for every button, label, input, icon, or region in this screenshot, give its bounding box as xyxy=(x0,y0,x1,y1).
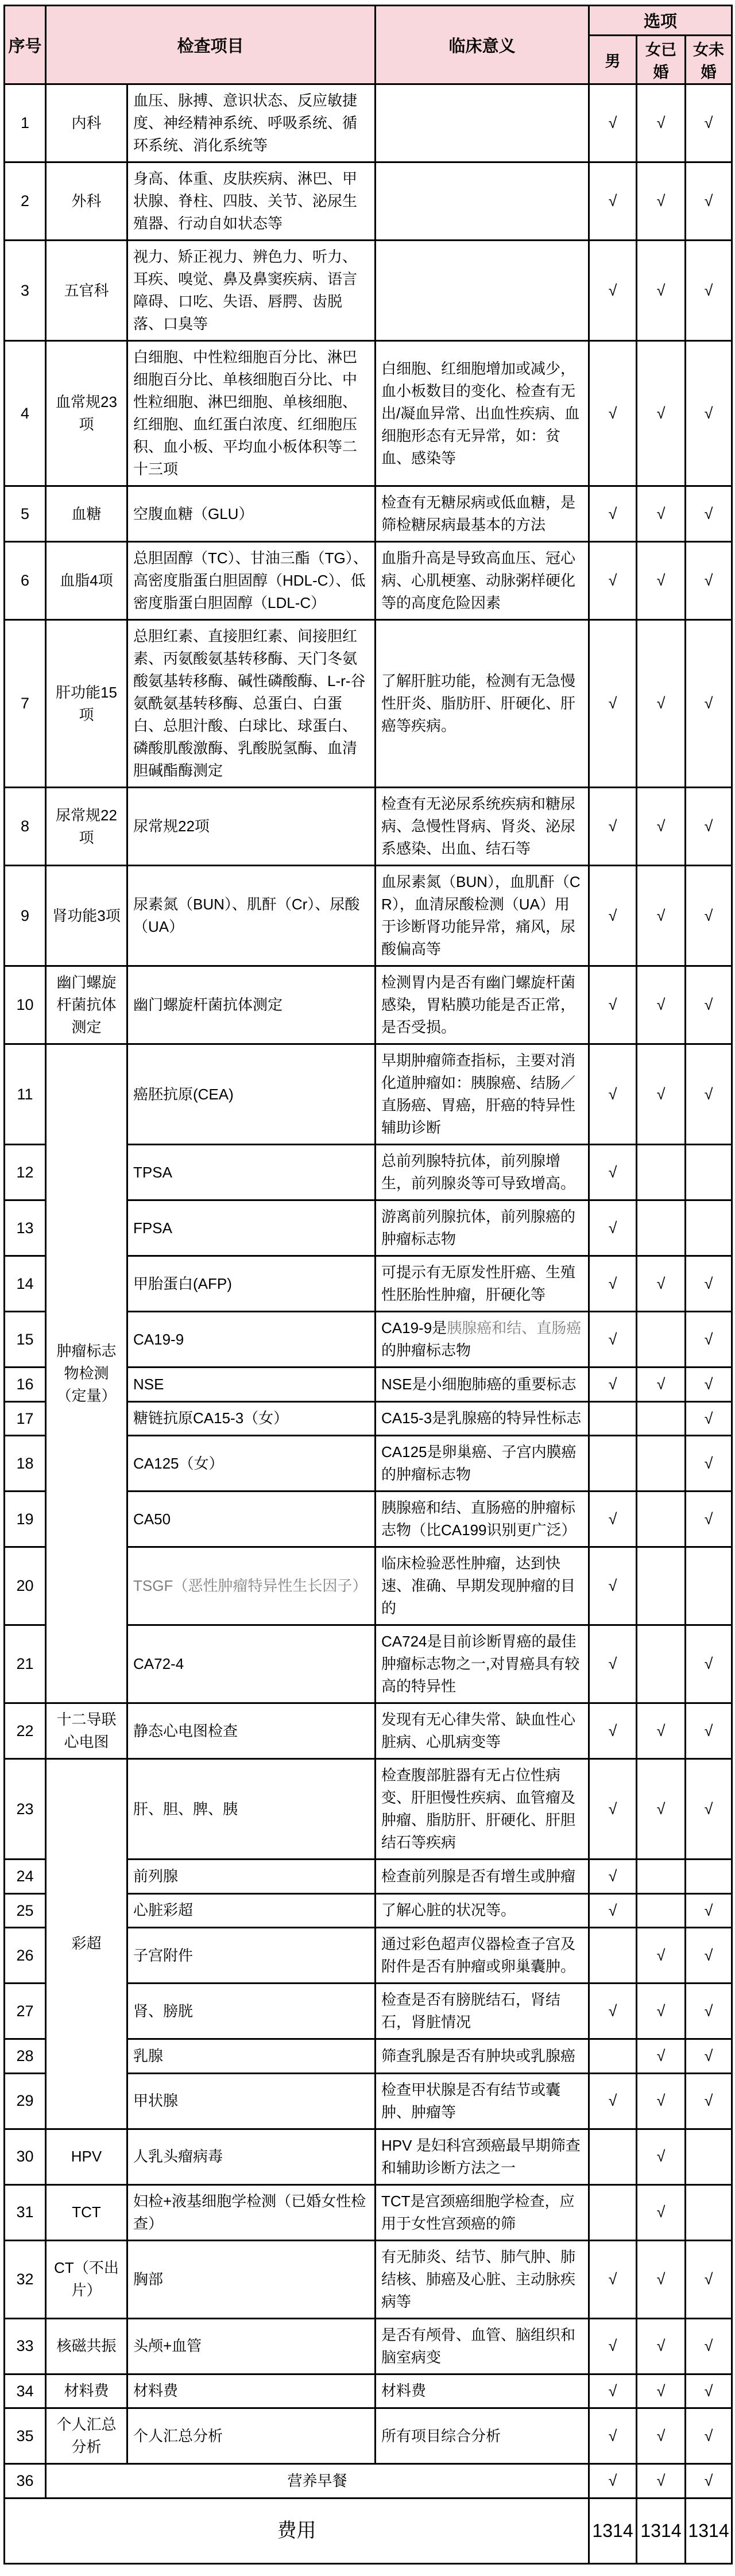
category-group-cell: 肿瘤标志物检测（定量） xyxy=(46,1044,127,1703)
breakfast-row xyxy=(5,2464,732,2498)
check-cell-married-female: √ xyxy=(637,241,686,341)
check-cell-married-female xyxy=(637,1145,686,1200)
item-cell: 糖链抗原CA15-3（女） xyxy=(127,1401,376,1436)
seq-cell: 16 xyxy=(5,1368,46,1402)
check-cell-married-female xyxy=(637,1200,686,1256)
item-cell: 心脏彩超 xyxy=(127,1893,376,1928)
item-cell: 人乳头瘤病毒 xyxy=(127,2129,376,2184)
check-cell-married-female: √ xyxy=(637,1044,686,1145)
check-cell-married-female: √ xyxy=(637,866,686,966)
header-clinical-significance: 临床意义 xyxy=(376,6,589,84)
seq-cell: 2 xyxy=(5,162,46,241)
check-cell-male: √ xyxy=(589,241,637,341)
clinical-cell: 检查前列腺是否有增生或肿瘤 xyxy=(376,1860,589,1894)
seq-cell: 7 xyxy=(5,620,46,788)
check-cell-male: √ xyxy=(589,1312,637,1368)
seq-cell: 24 xyxy=(5,1860,46,1894)
seq-cell: 36 xyxy=(5,2464,46,2498)
check-cell-male: √ xyxy=(589,162,637,241)
clinical-cell: 检查有无泌尿系统疾病和糖尿病、急慢性肾病、肾炎、泌尿系感染、出血、结石等 xyxy=(376,788,589,866)
clinical-cell: CA15-3是乳腺癌的特异性标志 xyxy=(376,1401,589,1436)
header-options: 选项 xyxy=(589,6,732,36)
item-cell: 材料费 xyxy=(127,2374,376,2408)
seq-cell: 27 xyxy=(5,1984,46,2039)
clinical-cell: 所有项目综合分析 xyxy=(376,2408,589,2464)
check-cell-married-female: √ xyxy=(637,1368,686,1402)
clinical-cell: 检测胃内是否有幽门螺旋杆菌感染，胃粘膜功能是否正常，是否受损。 xyxy=(376,966,589,1044)
item-cell: 癌胚抗原(CEA) xyxy=(127,1044,376,1145)
category-cell: 内科 xyxy=(46,84,127,162)
category-cell: 核磁共振 xyxy=(46,2318,127,2374)
clinical-cell: 血脂升高是导致高血压、冠心病、心肌梗塞、动脉粥样硬化等的高度危险因素 xyxy=(376,542,589,620)
check-cell-unmarried-female: √ xyxy=(686,1436,732,1492)
exam-table-body xyxy=(5,84,732,2564)
item-cell: 总胆红素、直接胆红素、间接胆红素、丙氨酸氨基转移酶、天门冬氨酸氨基转移酶、碱性磷酸酶、L-r-谷氨酰氨基转移酶、总蛋白、白蛋白、总胆汁酸、白球比、球蛋白、磷酸肌酸激酶、乳酸脱氢酶、血清胆碱酯酶测定 xyxy=(127,620,376,788)
check-cell-married-female: √ xyxy=(637,486,686,542)
clinical-cell: TCT是宫颈癌细胞学检查，应用于女性宫颈癌的筛 xyxy=(376,2184,589,2240)
clinical-cell: 有无肺炎、结节、肺气肿、肺结核、肺癌及心脏、主动脉疾病等 xyxy=(376,2240,589,2318)
item-cell: 白细胞、中性粒细胞百分比、淋巴细胞百分比、单核细胞百分比、中性粒细胞、淋巴细胞、单核细胞、红细胞、血红蛋白浓度、红细胞压积、血小板、平均血小板体积等二十三项 xyxy=(127,341,376,486)
clinical-cell: 血尿素氮（BUN），血肌酐（CR），血清尿酸检测（UA）用于诊断肾功能异常，痛风，尿酸偏高等 xyxy=(376,866,589,966)
item-cell: 头颅+血管 xyxy=(127,2318,376,2374)
check-cell-male: √ xyxy=(589,1145,637,1200)
item-cell: FPSA xyxy=(127,1200,376,1256)
item-cell: TSGF（恶性肿瘤特异性生长因子） xyxy=(127,1547,376,1625)
check-cell-unmarried-female xyxy=(686,2184,732,2240)
category-cell: 材料费 xyxy=(46,2374,127,2408)
category-cell: 血糖 xyxy=(46,486,127,542)
item-cell: TPSA xyxy=(127,1145,376,1200)
table-row xyxy=(5,2408,732,2464)
clinical-cell: 胰腺癌和结、直肠癌的肿瘤标志物（比CA199识别更广泛） xyxy=(376,1492,589,1547)
check-cell-married-female: √ xyxy=(637,2073,686,2129)
check-cell-unmarried-female: √ xyxy=(686,341,732,486)
check-cell-unmarried-female: √ xyxy=(686,162,732,241)
check-cell-male: √ xyxy=(589,1759,637,1860)
fee-value-unmarried-female: 1314 xyxy=(686,2498,732,2563)
check-cell-married-female: √ xyxy=(637,1759,686,1860)
table-row xyxy=(5,486,732,542)
seq-cell: 20 xyxy=(5,1547,46,1625)
table-row xyxy=(5,84,732,162)
check-cell-married-female xyxy=(637,1547,686,1625)
clinical-cell: 是否有颅骨、血管、脑组织和脑室病变 xyxy=(376,2318,589,2374)
table-row xyxy=(5,341,732,486)
check-cell-married-female: √ xyxy=(637,2374,686,2408)
table-row xyxy=(5,1044,732,1145)
check-cell-male: √ xyxy=(589,2073,637,2129)
header-option-married-female: 女已婚 xyxy=(637,36,686,84)
check-cell-married-female: √ xyxy=(637,2408,686,2464)
clinical-cell: 发现有无心律失常、缺血性心脏病、心肌病变等 xyxy=(376,1703,589,1759)
item-cell: 肝、胆、脾、胰 xyxy=(127,1759,376,1860)
check-cell-married-female: √ xyxy=(637,542,686,620)
item-cell: 子宫附件 xyxy=(127,1928,376,1984)
check-cell-unmarried-female: √ xyxy=(686,1625,732,1703)
check-cell-male: √ xyxy=(589,788,637,866)
table-row xyxy=(5,2240,732,2318)
check-cell-male: √ xyxy=(589,2408,637,2464)
seq-cell: 11 xyxy=(5,1044,46,1145)
item-cell: 胸部 xyxy=(127,2240,376,2318)
seq-cell: 12 xyxy=(5,1145,46,1200)
check-cell-male: √ xyxy=(589,1984,637,2039)
seq-cell: 22 xyxy=(5,1703,46,1759)
check-cell-unmarried-female: √ xyxy=(686,542,732,620)
check-cell-unmarried-female: √ xyxy=(686,1312,732,1368)
clinical-cell xyxy=(376,162,589,241)
table-row xyxy=(5,162,732,241)
check-cell-unmarried-female: √ xyxy=(686,788,732,866)
seq-cell: 26 xyxy=(5,1928,46,1984)
category-cell: HPV xyxy=(46,2129,127,2184)
check-cell-unmarried-female: √ xyxy=(686,2408,732,2464)
table-header xyxy=(5,6,732,84)
seq-cell: 14 xyxy=(5,1256,46,1312)
check-cell-married-female: √ xyxy=(637,788,686,866)
seq-cell: 13 xyxy=(5,1200,46,1256)
seq-cell: 8 xyxy=(5,788,46,866)
check-cell-married-female xyxy=(637,1492,686,1547)
seq-cell: 32 xyxy=(5,2240,46,2318)
table-row xyxy=(5,1759,732,1860)
fee-value-married-female: 1314 xyxy=(637,2498,686,2563)
check-cell-unmarried-female: √ xyxy=(686,2374,732,2408)
check-cell-unmarried-female: √ xyxy=(686,1492,732,1547)
seq-cell: 19 xyxy=(5,1492,46,1547)
check-cell-married-female: √ xyxy=(637,84,686,162)
clinical-cell: 临床检验恶性肿瘤，达到快速、准确、早期发现肿瘤的目的 xyxy=(376,1547,589,1625)
item-cell: 静态心电图检查 xyxy=(127,1703,376,1759)
item-cell: CA72-4 xyxy=(127,1625,376,1703)
table-row xyxy=(5,1703,732,1759)
item-cell: 幽门螺旋杆菌抗体测定 xyxy=(127,966,376,1044)
item-cell: 身高、体重、皮肤疾病、淋巴、甲状腺、脊柱、四肢、关节、泌尿生殖器、行动自如状态等 xyxy=(127,162,376,241)
clinical-cell: 通过彩色超声仪器检查子宫及附件是否有肿瘤或卵巢囊肿。 xyxy=(376,1928,589,1984)
clinical-cell: 可提示有无原发性肝癌、生殖性胚胎性肿瘤，肝硬化等 xyxy=(376,1256,589,1312)
category-group-cell: 彩超 xyxy=(46,1759,127,2129)
check-cell-male: √ xyxy=(589,2374,637,2408)
seq-cell: 34 xyxy=(5,2374,46,2408)
item-cell: 乳腺 xyxy=(127,2039,376,2074)
check-cell-unmarried-female: √ xyxy=(686,1759,732,1860)
check-cell-married-female: √ xyxy=(637,162,686,241)
clinical-cell: 总前列腺特抗体，前列腺增生，前列腺炎等可导致增高。 xyxy=(376,1145,589,1200)
header-exam-item: 检查项目 xyxy=(46,6,376,84)
check-cell-unmarried-female xyxy=(686,1860,732,1894)
item-cell: 血压、脉搏、意识状态、反应敏捷度、神经精神系统、呼吸系统、循环系统、消化系统等 xyxy=(127,84,376,162)
check-cell-unmarried-female xyxy=(686,2129,732,2184)
check-cell-male: √ xyxy=(589,542,637,620)
check-cell-married-female: √ xyxy=(637,1984,686,2039)
category-cell: 肾功能3项 xyxy=(46,866,127,966)
check-cell-unmarried-female xyxy=(686,1145,732,1200)
item-cell: 甲状腺 xyxy=(127,2073,376,2129)
seq-cell: 4 xyxy=(5,341,46,486)
check-cell-married-female: √ xyxy=(637,1928,686,1984)
text-segment: CA19-9是 xyxy=(381,1319,447,1337)
clinical-cell xyxy=(376,241,589,341)
category-cell: 五官科 xyxy=(46,241,127,341)
check-cell-married-female xyxy=(637,1893,686,1928)
clinical-cell: 检查有无糖尿病或低血糖，是筛检糖尿病最基本的方法 xyxy=(376,486,589,542)
seq-cell: 23 xyxy=(5,1759,46,1860)
table-row xyxy=(5,2129,732,2184)
seq-cell: 9 xyxy=(5,866,46,966)
check-cell-married-female xyxy=(637,1625,686,1703)
item-cell: 视力、矫正视力、辨色力、听力、耳疾、嗅觉、鼻及鼻窦疾病、语言障碍、口吃、失语、唇腭、齿脱落、口臭等 xyxy=(127,241,376,341)
check-cell-male: √ xyxy=(589,2318,637,2374)
clinical-cell: 检查甲状腺是否有结节或囊肿、肿瘤等 xyxy=(376,2073,589,2129)
category-cell: 尿常规22项 xyxy=(46,788,127,866)
fee-row xyxy=(5,2498,732,2563)
check-cell-married-female xyxy=(637,1436,686,1492)
header-seq: 序号 xyxy=(5,6,46,84)
clinical-cell: 材料费 xyxy=(376,2374,589,2408)
check-cell-unmarried-female: √ xyxy=(686,2318,732,2374)
check-cell-unmarried-female: √ xyxy=(686,1893,732,1928)
category-cell: 个人汇总分析 xyxy=(46,2408,127,2464)
item-cell: CA50 xyxy=(127,1492,376,1547)
check-cell-male xyxy=(589,2039,637,2074)
check-cell-unmarried-female: √ xyxy=(686,1256,732,1312)
check-cell-unmarried-female: √ xyxy=(686,1984,732,2039)
table-row xyxy=(5,2374,732,2408)
seq-cell: 15 xyxy=(5,1312,46,1368)
table-row xyxy=(5,2184,732,2240)
check-cell-unmarried-female: √ xyxy=(686,1928,732,1984)
item-cell: CA19-9 xyxy=(127,1312,376,1368)
category-cell: 十二导联心电图 xyxy=(46,1703,127,1759)
clinical-cell: 了解肝脏功能，检测有无急慢性肝炎、脂肪肝、肝硬化、肝癌等疾病。 xyxy=(376,620,589,788)
check-cell-male: √ xyxy=(589,1044,637,1145)
table-row xyxy=(5,620,732,788)
table-row xyxy=(5,966,732,1044)
fee-value-male: 1314 xyxy=(589,2498,637,2563)
clinical-cell: 早期肿瘤筛查指标，主要对消化道肿瘤如：胰腺癌、结肠／直肠癌、胃癌，肝癌的特异性辅助诊断 xyxy=(376,1044,589,1145)
check-cell-unmarried-female: √ xyxy=(686,241,732,341)
check-cell-male: √ xyxy=(589,2464,637,2498)
check-cell-unmarried-female: √ xyxy=(686,2039,732,2074)
item-cell: 尿素氮（BUN）、肌酐（Cr）、尿酸（UA） xyxy=(127,866,376,966)
clinical-cell: 了解心脏的状况等。 xyxy=(376,1893,589,1928)
item-cell: 空腹血糖（GLU） xyxy=(127,486,376,542)
item-cell: 甲胎蛋白(AFP) xyxy=(127,1256,376,1312)
check-cell-unmarried-female xyxy=(686,1547,732,1625)
category-cell: 幽门螺旋杆菌抗体测定 xyxy=(46,966,127,1044)
seq-cell: 29 xyxy=(5,2073,46,2129)
check-cell-male xyxy=(589,1928,637,1984)
table-row xyxy=(5,2318,732,2374)
category-cell: 血常规23项 xyxy=(46,341,127,486)
header-option-male: 男 xyxy=(589,36,637,84)
clinical-cell: 检查腹部脏器有无占位性病变、肝胆慢性疾病、血管瘤及肿瘤、脂肪肝、肝硬化、肝胆结石等疾病 xyxy=(376,1759,589,1860)
check-cell-married-female: √ xyxy=(637,1703,686,1759)
breakfast-label-cell: 营养早餐 xyxy=(46,2464,589,2498)
check-cell-unmarried-female: √ xyxy=(686,1368,732,1402)
check-cell-male: √ xyxy=(589,84,637,162)
check-cell-married-female: √ xyxy=(637,2464,686,2498)
category-cell: 肝功能15项 xyxy=(46,620,127,788)
seq-cell: 3 xyxy=(5,241,46,341)
check-cell-unmarried-female: √ xyxy=(686,84,732,162)
seq-cell: 35 xyxy=(5,2408,46,2464)
check-cell-male: √ xyxy=(589,1200,637,1256)
clinical-cell xyxy=(376,1312,589,1368)
seq-cell: 17 xyxy=(5,1401,46,1436)
seq-cell: 33 xyxy=(5,2318,46,2374)
check-cell-male: √ xyxy=(589,341,637,486)
item-cell: 个人汇总分析 xyxy=(127,2408,376,2464)
check-cell-unmarried-female: √ xyxy=(686,2464,732,2498)
seq-cell: 18 xyxy=(5,1436,46,1492)
seq-cell: 1 xyxy=(5,84,46,162)
clinical-cell: CA125是卵巢癌、子宫内膜癌的肿瘤标志物 xyxy=(376,1436,589,1492)
check-cell-male: √ xyxy=(589,1625,637,1703)
category-cell: TCT xyxy=(46,2184,127,2240)
check-cell-married-female xyxy=(637,1312,686,1368)
check-cell-married-female xyxy=(637,1401,686,1436)
check-cell-married-female: √ xyxy=(637,2240,686,2318)
check-cell-unmarried-female: √ xyxy=(686,2073,732,2129)
check-cell-married-female: √ xyxy=(637,2129,686,2184)
check-cell-male: √ xyxy=(589,966,637,1044)
check-cell-male: √ xyxy=(589,866,637,966)
seq-cell: 25 xyxy=(5,1893,46,1928)
table-row xyxy=(5,241,732,341)
check-cell-unmarried-female: √ xyxy=(686,486,732,542)
category-cell: CT（不出片） xyxy=(46,2240,127,2318)
text-segment: 的肿瘤标志物 xyxy=(381,1342,471,1359)
check-cell-unmarried-female: √ xyxy=(686,1703,732,1759)
seq-cell: 6 xyxy=(5,542,46,620)
check-cell-male: √ xyxy=(589,486,637,542)
seq-cell: 5 xyxy=(5,486,46,542)
table-row xyxy=(5,866,732,966)
seq-cell: 10 xyxy=(5,966,46,1044)
check-cell-married-female: √ xyxy=(637,620,686,788)
check-cell-male xyxy=(589,1401,637,1436)
check-cell-married-female: √ xyxy=(637,341,686,486)
check-cell-male xyxy=(589,2184,637,2240)
check-cell-male: √ xyxy=(589,1256,637,1312)
clinical-cell: 筛查乳腺是否有肿块或乳腺癌 xyxy=(376,2039,589,2074)
check-cell-unmarried-female: √ xyxy=(686,866,732,966)
medical-exam-table xyxy=(3,5,733,2565)
check-cell-unmarried-female xyxy=(686,1200,732,1256)
check-cell-married-female: √ xyxy=(637,2318,686,2374)
check-cell-male: √ xyxy=(589,1893,637,1928)
check-cell-male: √ xyxy=(589,1860,637,1894)
category-cell: 血脂4项 xyxy=(46,542,127,620)
check-cell-married-female: √ xyxy=(637,966,686,1044)
item-cell: 肾、膀胱 xyxy=(127,1984,376,2039)
category-cell: 外科 xyxy=(46,162,127,241)
clinical-cell xyxy=(376,84,589,162)
header-option-unmarried-female: 女未婚 xyxy=(686,36,732,84)
clinical-cell: 白细胞、红细胞增加或减少，血小板数目的变化、检查有无出/凝血异常、出血性疾病、血细胞形态有无异常，如：贫血、感染等 xyxy=(376,341,589,486)
check-cell-male xyxy=(589,1436,637,1492)
check-cell-married-female: √ xyxy=(637,2039,686,2074)
clinical-cell: CA724是目前诊断胃癌的最佳肿瘤标志物之一,对胃癌具有较高的特异性 xyxy=(376,1625,589,1703)
seq-cell: 28 xyxy=(5,2039,46,2074)
clinical-cell: NSE是小细胞肺癌的重要标志 xyxy=(376,1368,589,1402)
item-cell: NSE xyxy=(127,1368,376,1402)
check-cell-unmarried-female: √ xyxy=(686,2240,732,2318)
check-cell-married-female: √ xyxy=(637,1256,686,1312)
check-cell-unmarried-female: √ xyxy=(686,1401,732,1436)
item-cell: 妇检+液基细胞学检测（已婚女性检查） xyxy=(127,2184,376,2240)
check-cell-male: √ xyxy=(589,1492,637,1547)
item-cell: 尿常规22项 xyxy=(127,788,376,866)
check-cell-male: √ xyxy=(589,1368,637,1402)
check-cell-male: √ xyxy=(589,620,637,788)
check-cell-male xyxy=(589,2129,637,2184)
table-row xyxy=(5,788,732,866)
table-row xyxy=(5,542,732,620)
clinical-cell: 检查是否有膀胱结石，肾结石，肾脏情况 xyxy=(376,1984,589,2039)
check-cell-male: √ xyxy=(589,2240,637,2318)
check-cell-unmarried-female: √ xyxy=(686,620,732,788)
seq-cell: 30 xyxy=(5,2129,46,2184)
text-segment: 胰腺癌和结、直肠癌 xyxy=(447,1319,582,1337)
check-cell-unmarried-female: √ xyxy=(686,966,732,1044)
check-cell-unmarried-female: √ xyxy=(686,1044,732,1145)
fee-label-cell: 费用 xyxy=(5,2498,589,2563)
seq-cell: 21 xyxy=(5,1625,46,1703)
check-cell-married-female xyxy=(637,1860,686,1894)
item-cell: CA125（女） xyxy=(127,1436,376,1492)
clinical-cell: 游离前列腺抗体，前列腺癌的肿瘤标志物 xyxy=(376,1200,589,1256)
clinical-cell: HPV 是妇科宫颈癌最早期筛查和辅助诊断方法之一 xyxy=(376,2129,589,2184)
check-cell-married-female: √ xyxy=(637,2184,686,2240)
check-cell-male: √ xyxy=(589,1703,637,1759)
seq-cell: 31 xyxy=(5,2184,46,2240)
check-cell-male: √ xyxy=(589,1547,637,1625)
item-cell: 总胆固醇（TC）、甘油三酯（TG）、高密度脂蛋白胆固醇（HDL-C）、低密度脂蛋白胆固醇（LDL-C） xyxy=(127,542,376,620)
item-cell: 前列腺 xyxy=(127,1860,376,1894)
